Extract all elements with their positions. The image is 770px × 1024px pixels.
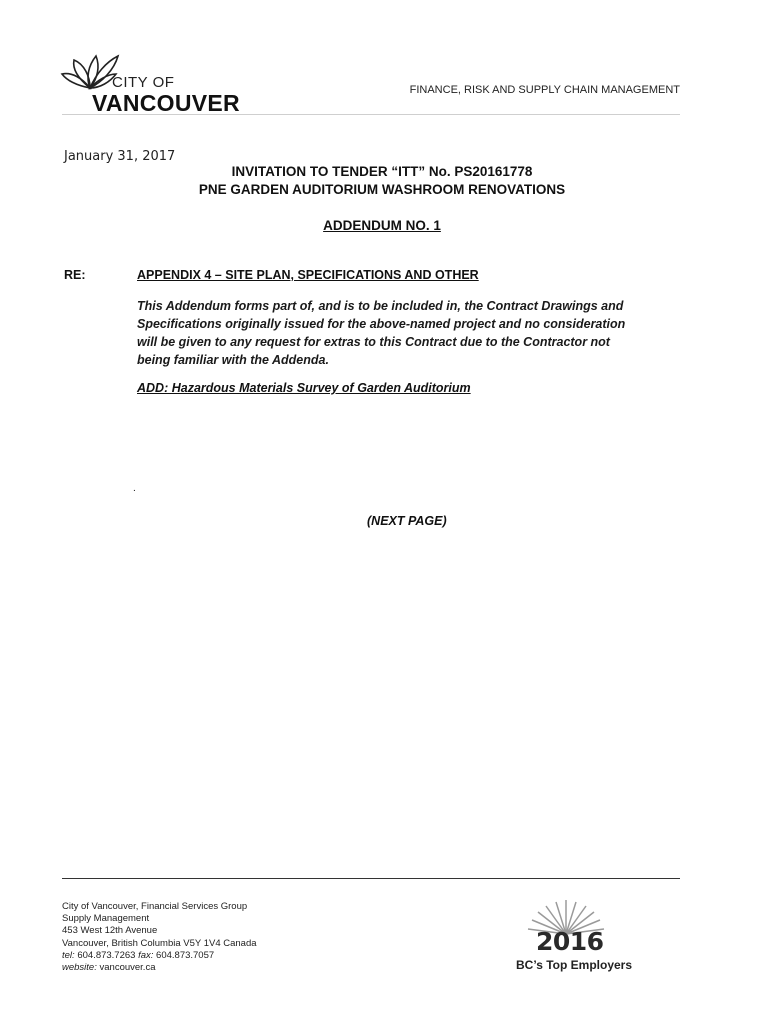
body-paragraph bbox=[137, 297, 693, 369]
next-page-note: (NEXT PAGE) bbox=[367, 514, 447, 528]
award-title: BC’s Top Employers bbox=[516, 958, 633, 972]
logo-vancouver: VANCOUVER bbox=[92, 90, 240, 116]
header-divider bbox=[62, 114, 680, 115]
document-title-line2: PNE GARDEN AUDITORIUM WASHROOM RENOVATIONS bbox=[198, 182, 566, 197]
footer-address bbox=[62, 901, 257, 974]
footer-line: City of Vancouver, Financial Services Group bbox=[62, 901, 248, 912]
stray-dot: . bbox=[133, 483, 136, 494]
re-label: RE: bbox=[64, 268, 86, 282]
city-logo bbox=[58, 44, 248, 118]
body-line: being familiar with the Addenda. bbox=[137, 353, 329, 367]
award-year: 2016 bbox=[536, 927, 604, 956]
document-title-line1: INVITATION TO TENDER “ITT” No. PS20161778 bbox=[231, 164, 533, 179]
footer-divider bbox=[62, 878, 680, 879]
body-line: Specifications originally issued for the above-named project and no consideration bbox=[137, 317, 626, 331]
addendum-label: ADDENDUM NO. 1 bbox=[323, 218, 441, 233]
footer-website: website: vancouver.ca bbox=[62, 962, 156, 974]
logo-city-of: CITY OF bbox=[112, 74, 175, 91]
footer-line: Vancouver, British Columbia V5Y 1V4 Canada bbox=[62, 937, 257, 949]
re-subject: APPENDIX 4 – SITE PLAN, SPECIFICATIONS AND OTHER bbox=[137, 268, 479, 282]
top-employers-badge bbox=[506, 894, 656, 974]
addendum-heading bbox=[62, 218, 702, 233]
body-line: will be given to any request for extras to this Contract due to the Contractor not bbox=[137, 335, 610, 349]
footer-line: Supply Management bbox=[62, 913, 150, 925]
add-item: ADD: Hazardous Materials Survey of Garden Auditorium bbox=[137, 381, 471, 395]
footer-phone: tel: 604.873.7263 fax: 604.873.7057 bbox=[62, 949, 215, 961]
body-line: This Addendum forms part of, and is to be included in, the Contract Drawings and bbox=[137, 299, 624, 313]
footer-line: 453 West 12th Avenue bbox=[62, 925, 158, 937]
document-date: January 31, 2017 bbox=[64, 149, 176, 164]
department-name: FINANCE, RISK AND SUPPLY CHAIN MANAGEMENT bbox=[409, 84, 680, 96]
